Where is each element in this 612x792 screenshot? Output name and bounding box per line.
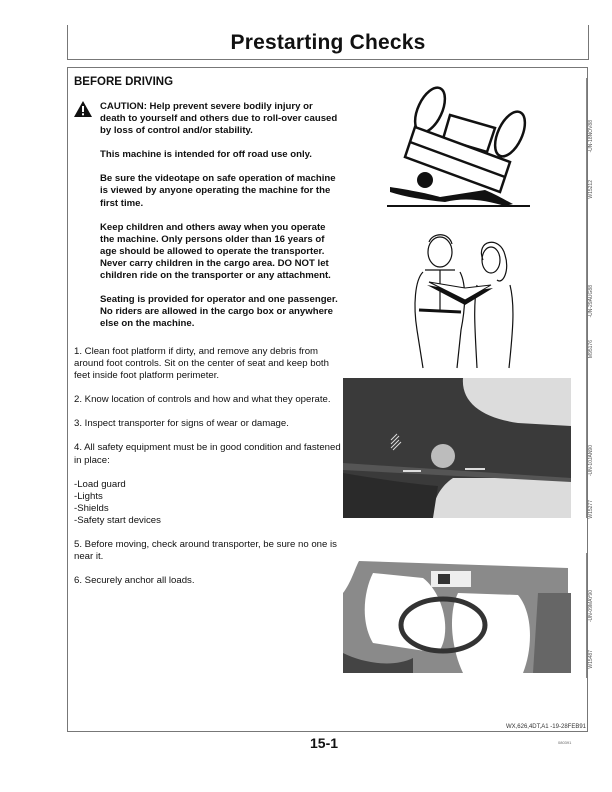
caution-paragraph: Keep children and others away when you operate the machine. Only persons older than 16 years of age should be allowed to operate the transporter. Never carry children in the cargo area. DO NOT let children ride on the transporter or any attachment. [100,221,331,282]
safety-item: -Load guard [74,478,126,490]
figure-divider [586,78,587,240]
print-code: 080391 [558,740,572,745]
figure-id: M95176 [588,340,594,359]
safety-equipment-list [74,479,344,527]
step-item: 1. Clean foot platform if dirty, and remove any debris from around foot controls. Sit on the center of seat and keep both feet inside foot platform perimeter. [74,346,329,382]
caution-paragraph: This machine is intended for off road use only. [100,149,312,161]
caution-paragraph: Be sure the videotape on safe operation of machine is viewed by anyone operating the machine for the first time. [100,173,336,209]
caution-paragraph: CAUTION: Help prevent severe bodily injury or death to yourself and others due to roll-over caused by loss of control and/or stability. [100,101,338,137]
operators-reading-manual-illustration [405,230,525,370]
step-item: 2. Know location of controls and how and what they operate. [74,394,331,406]
steps-list [74,346,344,599]
step-item: 3. Inspect transporter for signs of wear or damage. [74,418,289,430]
caution-block [100,101,340,342]
figure-id: W15277 [588,500,594,519]
rollover-illustration [385,82,535,210]
figure-id: W15487 [588,650,594,669]
document-code: WX,626,4DT,A1 -19-28FEB91 [503,724,586,730]
page-number: 15-1 [310,735,339,751]
safety-item: -Shields [74,502,109,514]
figure-divider [586,553,587,678]
section-heading: BEFORE DRIVING [74,76,174,88]
page-title: Prestarting Checks [230,31,426,54]
figure-id: -UN-09MAY90 [588,590,594,623]
figure-id: -UN-18NOV88 [588,120,594,153]
caution-paragraph: Seating is provided for operator and one passenger. No riders are allowed in the cargo box or anywhere else on the machine. [100,294,338,330]
warning-triangle-icon [74,101,92,117]
figure-divider [586,380,587,518]
foot-controls-photo [343,378,571,518]
page-header [67,25,589,60]
step-item: 6. Securely anchor all loads. [74,575,195,587]
figure-id: W15212 [588,180,594,199]
step-item: 5. Before moving, check around transporter, be sure no one is near it. [74,539,337,563]
safety-item: -Safety start devices [74,514,161,526]
step-item: 4. All safety equipment must be in good condition and fastened in place: [74,442,341,466]
safety-item: -Lights [74,490,103,502]
figure-divider [586,240,587,380]
figure-id: -UN-10JAN90 [588,445,594,477]
figure-id: -UN-29AUG88 [588,285,594,318]
steering-wheel-cargo-box-photo [343,553,575,673]
